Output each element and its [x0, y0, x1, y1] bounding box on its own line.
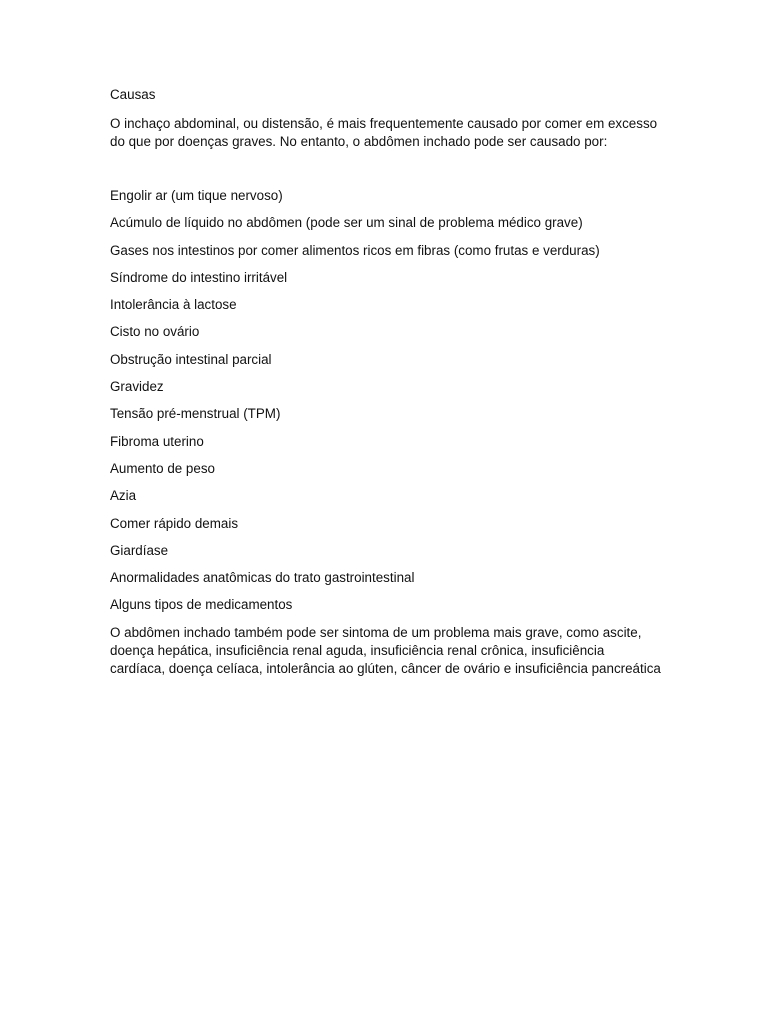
list-item: Azia	[110, 488, 137, 504]
list-item: Intolerância à lactose	[110, 297, 237, 313]
document-body	[110, 86, 662, 678]
list-item: Gravidez	[110, 379, 164, 395]
list-item: Engolir ar (um tique nervoso)	[110, 188, 283, 203]
section-heading: Causas	[110, 87, 156, 102]
closing-paragraph: O abdômen inchado também pode ser sintoma de um problema mais grave, como ascite, doença hepática, insuficiência renal aguda, insuficiência renal crônica, insuficiência cardíaca, doença celíaca, intolerância ao glúten, câncer de ovário e insuficiência pancreática	[110, 624, 661, 676]
list-item: Obstrução intestinal parcial	[110, 351, 272, 367]
intro-paragraph: O inchaço abdominal, ou distensão, é mais frequentemente causado por comer em excesso do que por doenças graves. No entanto, o abdômen inchado pode ser causado por:	[110, 116, 658, 149]
list-item: Alguns tipos de medicamentos	[110, 597, 293, 613]
list-item: Acúmulo de líquido no abdômen (pode ser um sinal de problema médico grave)	[110, 215, 583, 231]
list-item: Cisto no ovário	[110, 324, 200, 340]
list-item: Fibroma uterino	[110, 433, 204, 449]
list-item: Aumento de peso	[110, 460, 215, 476]
list-item: Anormalidades anatômicas do trato gastrointestinal	[110, 570, 415, 586]
list-item: Tensão pré-menstrual (TPM)	[110, 406, 281, 422]
list-item: Giardíase	[110, 542, 169, 558]
list-item: Gases nos intestinos por comer alimentos ricos em fibras (como frutas e verduras)	[110, 242, 600, 258]
causes-list	[110, 187, 662, 614]
list-item: Comer rápido demais	[110, 515, 239, 531]
list-item: Síndrome do intestino irritável	[110, 269, 288, 285]
